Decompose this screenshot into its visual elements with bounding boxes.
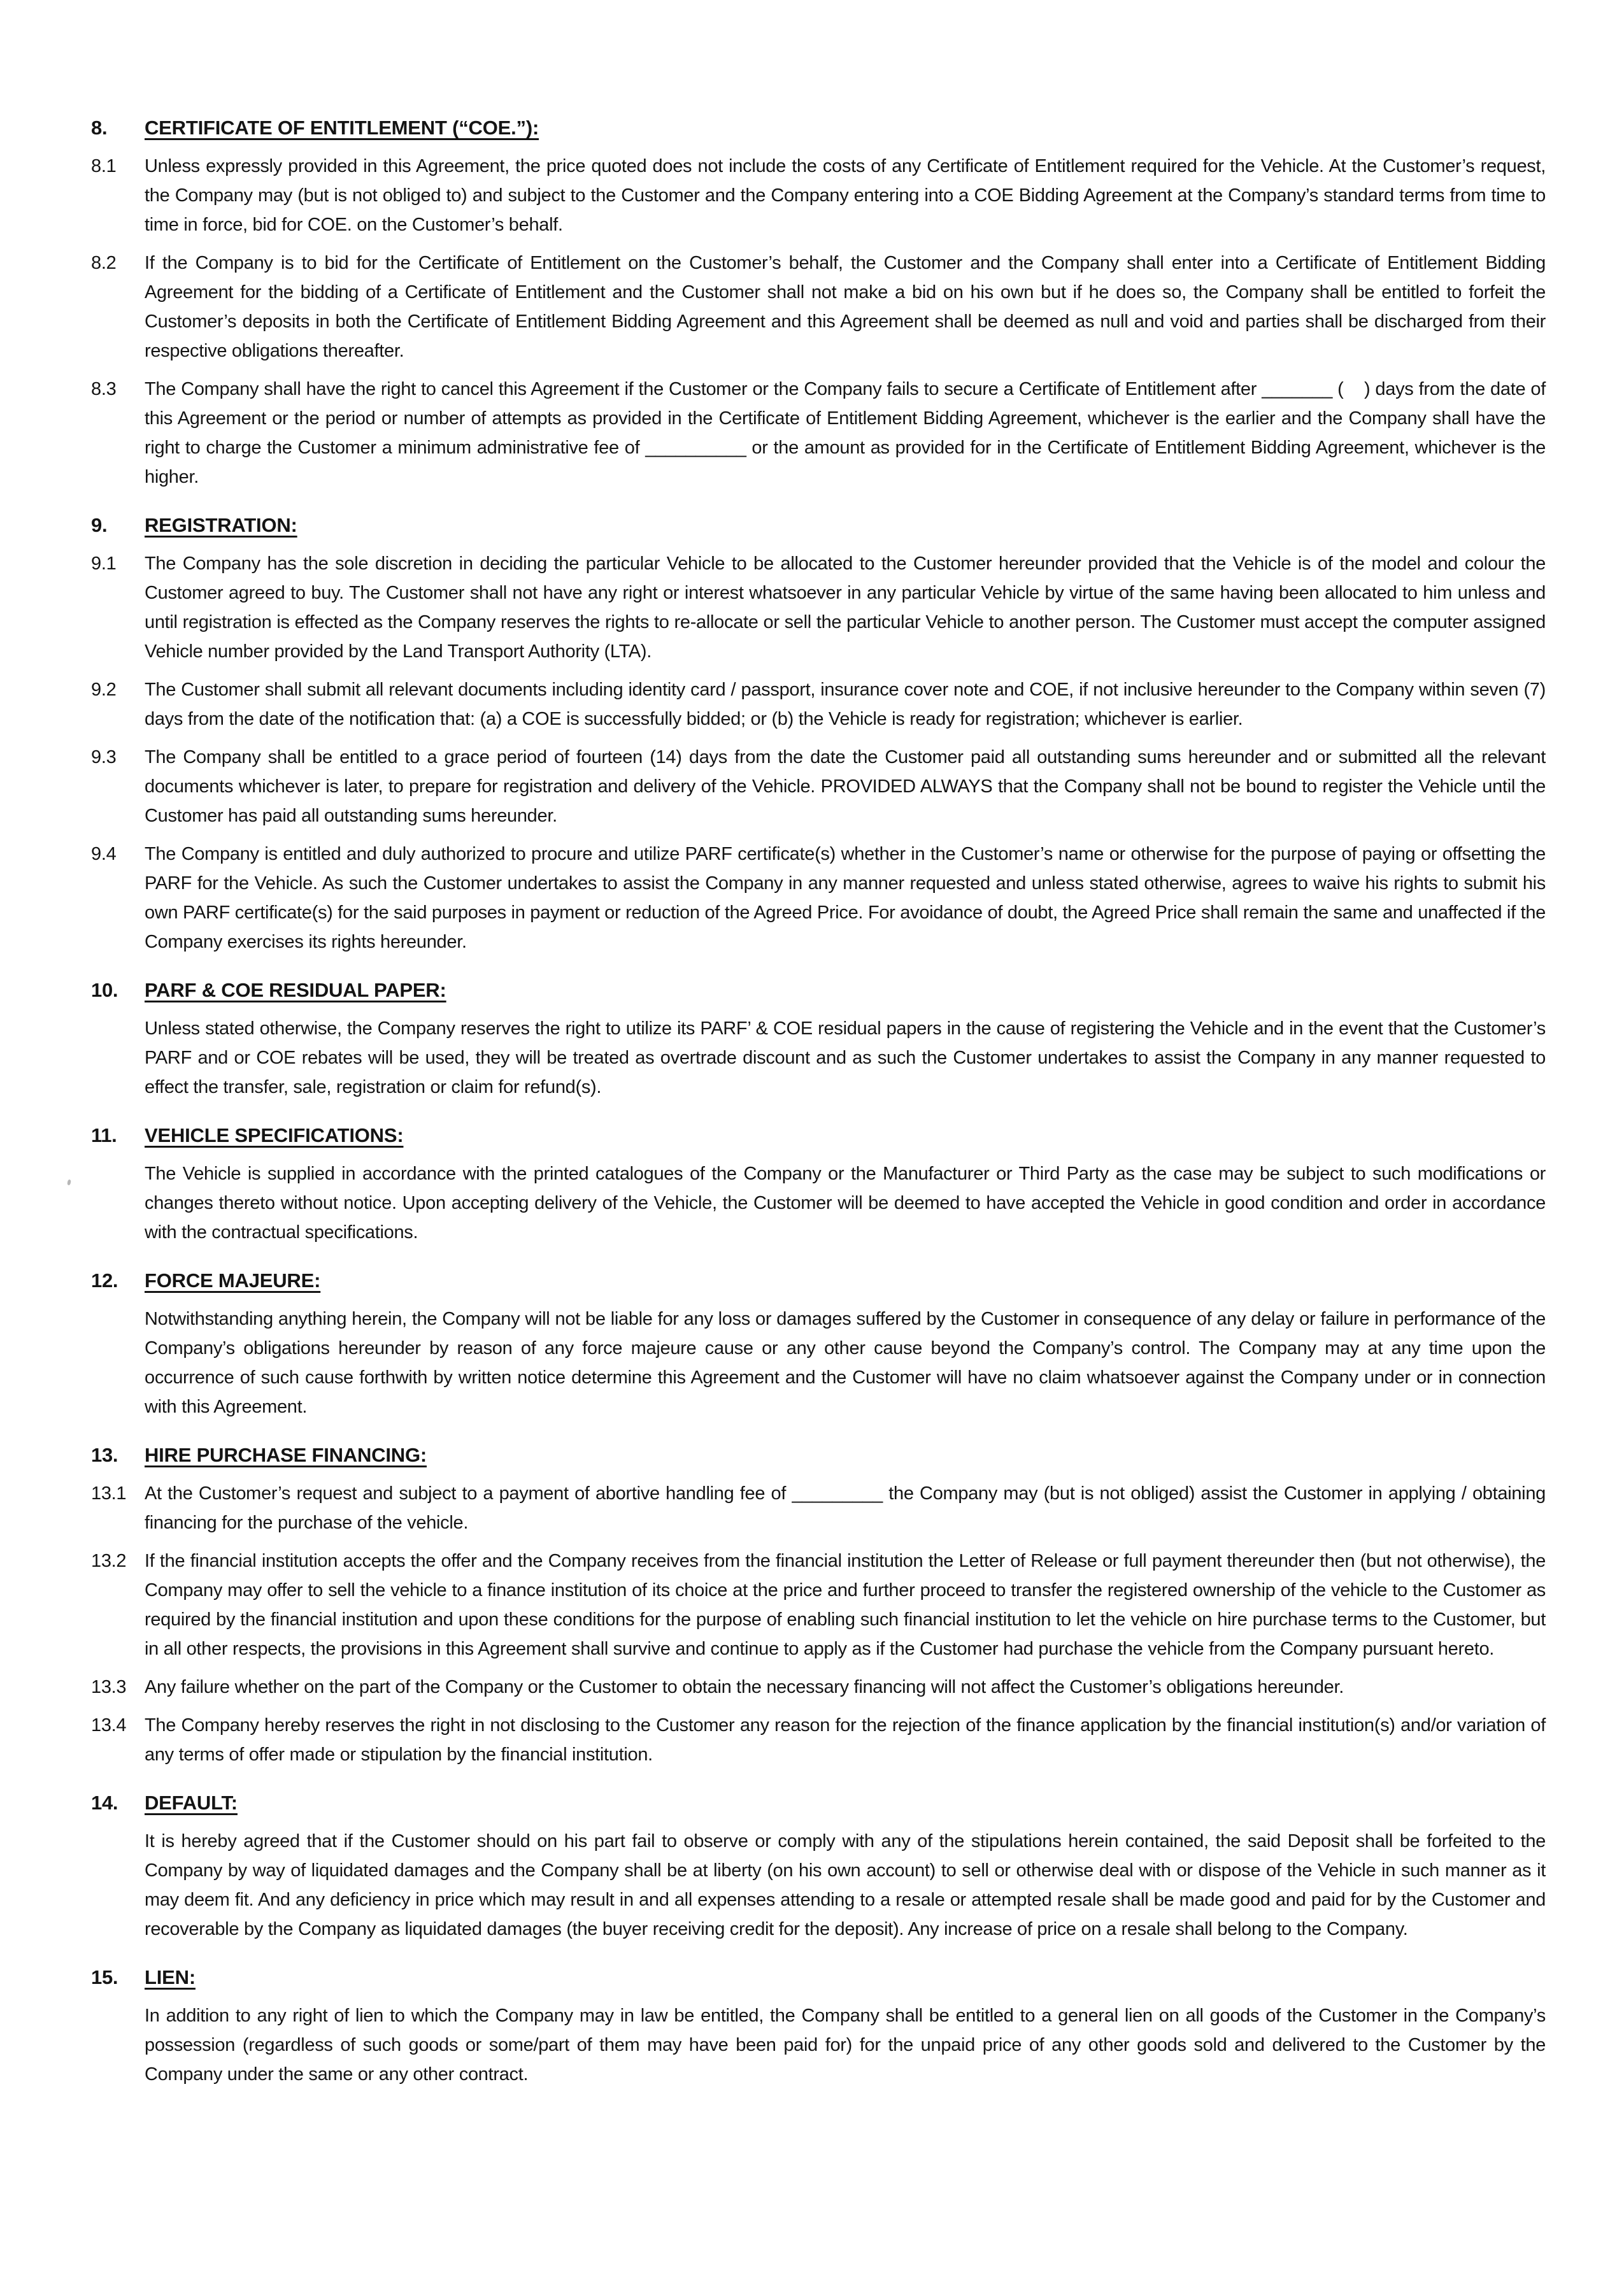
section-lien [91,1963,1546,2089]
section-heading-row [91,1121,1546,1150]
clause-10-body [91,1014,1546,1102]
clause-text: The Company shall have the right to cancel this Agreement if the Customer or the Company fails to secure a Certificate of Entitlement after _______ ( ) days from the date of this Agreement or the period or number of attempts as provided in the Certificate of Entitlement Bidding Agreement, whichever is the earlier and the Company shall have the right to charge the Customer a minimum administrative fee of __________ or the amount as provided for in the Certificate of Entitlement Bidding Agreement, whichever is the higher. [145,379,1546,487]
scan-artifact [67,1180,71,1186]
clause-text: If the financial institution accepts the offer and the Company receives from the financial institution the Letter of Release or full payment thereunder then (but not otherwise), the Company may offer to sell the vehicle to a finance institution of its choice at the price and further proceed to transfer the registered ownership of the vehicle to the Customer as required by the financial institution and upon these conditions for the purpose of enabling such financial institution to let the vehicle on hire purchase terms to the Customer, but in all other respects, the provisions in this Agreement shall survive and continue to apply as if the Customer had purchase the vehicle from the Company pursuant hereto. [145,1551,1546,1659]
section-number: 8. [91,117,108,139]
section-heading-row [91,976,1546,1005]
clause-number: 13.2 [91,1551,127,1571]
section-heading: FORCE MAJEURE: [145,1269,321,1292]
clause-number: 13.3 [91,1677,127,1697]
clause-text: If the Company is to bid for the Certificate of Entitlement on the Customer’s behalf, the Customer and the Company shall enter into a Certificate of Entitlement Bidding Agreement for the bidding of a Certificate of Entitlement and the Customer shall not make a bid on his own but if he does so, the Company shall be entitled to forfeit the Customer’s deposits in both the Certificate of Entitlement Bidding Agreement and this Agreement shall be deemed as null and void and parties shall be discharged from their respective obligations thereafter. [145,253,1546,361]
clause-8-2 [91,248,1546,366]
section-heading-row [91,113,1546,143]
section-number: 11. [91,1124,117,1146]
clause-text: Unless expressly provided in this Agreement, the price quoted does not include the costs of any Certificate of Entitlement required for the Vehicle. At the Customer’s request, the Company may (but is not obliged to) and subject to the Customer and the Company entering into a COE Bidding Agreement at the Company’s standard terms from time to time in force, bid for COE. on the Customer’s behalf. [145,156,1546,235]
section-heading: VEHICLE SPECIFICATIONS: [145,1124,404,1146]
clause-9-3 [91,743,1546,831]
clause-8-3 [91,374,1546,492]
section-heading: HIRE PURCHASE FINANCING: [145,1444,427,1466]
clause-text: Any failure whether on the part of the Company or the Customer to obtain the necessary financing will not affect the Customer’s obligations hereunder. [145,1677,1344,1697]
section-heading: PARF & COE RESIDUAL PAPER: [145,979,446,1001]
clause-13-3 [91,1672,1546,1702]
clause-number: 9.2 [91,680,117,700]
section-heading: REGISTRATION: [145,514,297,536]
section-heading-row [91,511,1546,540]
clause-15-body [91,2001,1546,2089]
section-number: 9. [91,514,108,536]
clause-number: 9.1 [91,553,117,574]
clause-text: The Company is entitled and duly authorized to procure and utilize PARF certificate(s) whether in the Customer’s name or otherwise for the purpose of paying or offsetting the PARF for the Vehicle. As such the Customer undertakes to assist the Company in any manner requested and unless stated otherwise, agrees to waive his rights to submit his own PARF certificate(s) for the said purposes in payment or reduction of the Agreed Price. For avoidance of doubt, the Agreed Price shall remain the same and unaffected if the Company exercises its rights hereunder. [145,844,1546,952]
clause-9-4 [91,839,1546,957]
clause-text: It is hereby agreed that if the Customer should on his part fail to observe or comply with any of the stipulations herein contained, the said Deposit shall be forfeited to the Company by way of liquidated damages and the Company shall be at liberty (on his own account) to sell or otherwise deal with or dispose of the Vehicle in such manner as it may deem fit. And any deficiency in price which may result in and all expenses attending to a resale or attempted resale shall be made good and paid for by the Customer and recoverable by the Company as liquidated damages (the buyer receiving credit for the deposit). Any increase of price on a resale shall belong to the Company. [145,1831,1546,1939]
section-heading: LIEN: [145,1966,196,1988]
clause-9-1 [91,549,1546,666]
clause-11-body [91,1159,1546,1247]
section-heading: DEFAULT: [145,1792,238,1814]
clause-text: The Company shall be entitled to a grace period of fourteen (14) days from the date the Customer paid all outstanding sums hereunder and or submitted all the relevant documents whichever is later, to prepare for registration and delivery of the Vehicle. PROVIDED ALWAYS that the Company shall not be bound to register the Vehicle until the Customer has paid all outstanding sums hereunder. [145,747,1546,826]
clause-12-body [91,1304,1546,1422]
section-number: 12. [91,1269,118,1292]
clause-number: 8.2 [91,253,117,273]
clause-text: Notwithstanding anything herein, the Company will not be liable for any loss or damages suffered by the Customer in consequence of any delay or failure in performance of the Company’s obligations hereunder by reason of any force majeure cause or any other cause beyond the Company’s control. The Company may at any time upon the occurrence of such cause forthwith by written notice determine this Agreement and the Customer will have no claim whatsoever against the Company under or in connection with this Agreement. [145,1309,1546,1417]
clause-13-2 [91,1546,1546,1664]
clause-number: 8.3 [91,379,117,399]
clause-text: The Customer shall submit all relevant documents including identity card / passport, insurance cover note and COE, if not inclusive hereunder to the Company within seven (7) days from the date of the notification that: (a) a COE is successfully bidded; or (b) the Vehicle is ready for registration; whichever is earlier. [145,680,1546,729]
section-number: 15. [91,1966,118,1988]
section-heading-row [91,1788,1546,1818]
clause-13-4 [91,1711,1546,1769]
section-number: 14. [91,1792,118,1814]
clause-8-1 [91,152,1546,239]
clause-text: The Company has the sole discretion in deciding the particular Vehicle to be allocated to the Customer hereunder provided that the Vehicle is of the model and colour the Customer agreed to buy. The Customer shall not have any right or interest whatsoever in any particular Vehicle by virtue of the same having been allocated to him unless and until registration is effected as the Company reserves the rights to re-allocate or sell the particular Vehicle to another person. The Customer must accept the computer assigned Vehicle number provided by the Land Transport Authority (LTA). [145,553,1546,662]
section-number: 13. [91,1444,118,1466]
clause-number: 9.3 [91,747,117,767]
section-vehicle-specifications [91,1121,1546,1247]
clause-text: In addition to any right of lien to which the Company may in law be entitled, the Company shall be entitled to a general lien on all goods of the Customer in the Company’s possession (regardless of such goods or some/part of them may have been paid for) for the unpaid price of any other goods sold and delivered to the Customer by the Company under the same or any other contract. [145,2006,1546,2085]
clause-14-body [91,1827,1546,1944]
section-heading: CERTIFICATE OF ENTITLEMENT (“COE.”): [145,117,539,139]
section-heading-row [91,1963,1546,1992]
clause-number: 13.1 [91,1483,127,1504]
section-number: 10. [91,979,118,1001]
section-heading-row [91,1441,1546,1470]
section-hire-purchase-financing [91,1441,1546,1769]
section-heading-row [91,1266,1546,1295]
clause-text: Unless stated otherwise, the Company reserves the right to utilize its PARF’ & COE residual papers in the cause of registering the Vehicle and in the event that the Customer’s PARF and or COE rebates will be used, they will be treated as overtrade discount and as such the Customer undertakes to assist the Company in any manner requested to effect the transfer, sale, registration or claim for refund(s). [145,1018,1546,1097]
section-force-majeure [91,1266,1546,1422]
section-coe [91,113,1546,492]
clause-text: The Vehicle is supplied in accordance with the printed catalogues of the Company or the Manufacturer or Third Party as the case may be subject to such modifications or changes thereto without notice. Upon accepting delivery of the Vehicle, the Customer will be deemed to have accepted the Vehicle in good condition and order in accordance with the contractual specifications. [145,1164,1546,1243]
clause-9-2 [91,675,1546,734]
clause-text: At the Customer’s request and subject to a payment of abortive handling fee of _________ the Company may (but is not obliged) assist the Customer in applying / obtaining financing for the purchase of the vehicle. [145,1483,1546,1533]
section-default [91,1788,1546,1944]
clause-number: 13.4 [91,1715,127,1736]
clause-number: 8.1 [91,156,117,176]
clause-text: The Company hereby reserves the right in not disclosing to the Customer any reason for the rejection of the finance application by the financial institution(s) and/or variation of any terms of offer made or stipulation by the financial institution. [145,1715,1546,1765]
clause-13-1 [91,1479,1546,1537]
section-parf-coe-residual-paper [91,976,1546,1102]
clause-number: 9.4 [91,844,117,864]
section-registration [91,511,1546,957]
